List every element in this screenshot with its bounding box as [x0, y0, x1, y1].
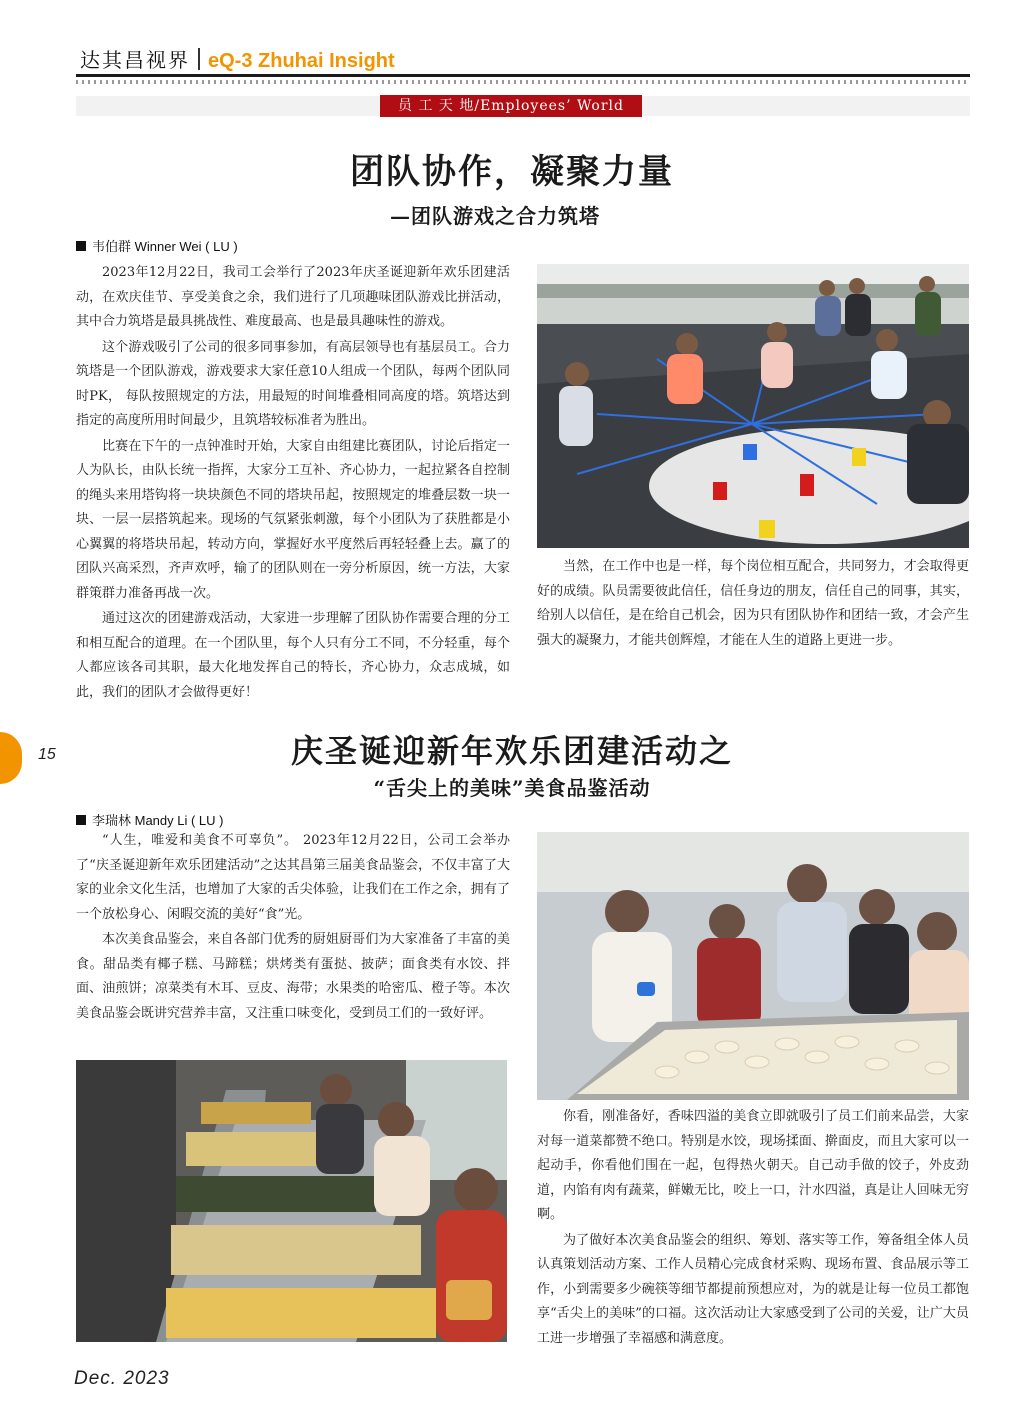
article2-title: 庆圣诞迎新年欢乐团建活动之: [290, 732, 733, 770]
paragraph: 为了做好本次美食品鉴会的组织、筹划、落实等工作，筹备组全体人员认真策划活动方案、工作人员精心完成食材采购、现场布置、食品展示等工作，小到需要多少碗筷等细节都提前预想应对，为的就是让每一位员工都饱享“舌尖上的美味”的口福。这次活动让大家感受到了公司的关爱，让广大员工进一步增强了幸福感和满意度。: [537, 1232, 969, 1346]
buffet-food-photo: [76, 1060, 507, 1342]
article2-left-column: [76, 829, 510, 1027]
paragraph: 比赛在下午的一点钟准时开始，大家自由组建比赛团队，讨论后指定一人为队长，由队长统一指挥，大家分工互补、齐心协力，一起拉紧各自控制的绳头来用塔钩将一块块颜色不同的塔块吊起，按照规定的堆叠层数一块一块、一层一层搭筑起来。现场的气氛紧张刺激，每个小团队为了获胜都是小心翼翼的将塔块吊起，转动方向，掌握好水平度然后再轻轻叠上去。赢了的团队兴高采烈，齐声欢呼，输了的团队则在一旁分析原因，统一方法，大家群策群力准备再战一次。: [76, 438, 510, 601]
paragraph: 本次美食品鉴会，来自各部门优秀的厨姐厨哥们为大家准备了丰富的美食。甜品类有椰子糕、马蹄糕；烘烤类有蛋挞、披萨；面食类有水饺、拌面、油煎饼；凉菜类有木耳、豆皮、海带；水果类的哈密瓜、橙子等。本次美食品鉴会既讲究营养丰富，又注重口味变化，受到员工们的一致好评。: [76, 932, 510, 1021]
article1-author: 韦伯群 Winner Wei ( LU ): [92, 239, 238, 254]
paragraph: 这个游戏吸引了公司的很多同事参加，有高层领导也有基层员工。合力筑塔是一个团队游戏，游戏要求大家任意10人组成一个团队，每两个团队同时PK， 每队按照规定的方法，用最短的时间堆叠相同高度的塔。筑塔达到指定的高度所用时间最少，且筑塔较标准者为胜出。: [76, 339, 510, 428]
paragraph: “人生，唯爱和美食不可辜负”。 2023年12月22日，公司工会举办了“庆圣诞迎新年欢乐团建活动”之达其昌第三届美食品鉴会，不仅丰富了大家的业余文化生活，也增加了大家的舌尖体验，让我们在工作之余，拥有了一个放松身心、闲暇交流的美好“食”光。: [76, 833, 510, 922]
header-divider: [198, 48, 200, 70]
dumpling-making-photo: [537, 832, 969, 1100]
article1-right-column: [537, 555, 969, 654]
page-number: 15: [38, 746, 56, 763]
tower-game-photo: [537, 264, 969, 548]
header-dotted-rule: [76, 80, 970, 84]
article1-byline: [76, 236, 238, 255]
tower-game-illustration: [537, 264, 969, 548]
paragraph: 当然，在工作中也是一样，每个岗位相互配合，共同努力，才会取得更好的成绩。队员需要彼此信任，信任身边的朋友，信任自己的同事，其实，给别人以信任，是在给自己机会，因为只有团队协作和团结一致，才会产生强大的凝聚力，才能共创辉煌，才能在人生的道路上更进一步。: [537, 559, 969, 648]
article2-subtitle: “舌尖上的美味”美食品鉴活动: [373, 776, 651, 800]
paragraph: 通过这次的团建游戏活动，大家进一步理解了团队协作需要合理的分工和相互配合的道理。在一个团队里，每个人只有分工不同，不分轻重，每个人都应该各司其职，最大化地发挥自己的特长，齐心协力，众志成城，如此，我们的团队才会做得更好！: [76, 611, 510, 700]
brand-chinese: 达其昌视界: [80, 48, 190, 72]
magazine-header: [80, 44, 395, 76]
article1-title: 团队协作，凝聚力量: [350, 152, 674, 192]
header-rule: [76, 74, 970, 77]
article1-subtitle: —团队游戏之合力筑塔: [390, 204, 600, 228]
issue-date: Dec. 2023: [74, 1368, 170, 1389]
article2-author: 李瑞林 Mandy Li ( LU ): [92, 813, 224, 828]
buffet-illustration: [76, 1060, 507, 1342]
byline-square-icon: [76, 815, 86, 825]
dumpling-illustration: [537, 832, 969, 1100]
article2-byline: [76, 810, 223, 829]
paragraph: 2023年12月22日，我司工会举行了2023年庆圣诞迎新年欢乐团建活动，在欢庆佳节、享受美食之余，我们进行了几项趣味团队游戏比拼活动，其中合力筑塔是最具挑战性、难度最高、也是最具趣味性的游戏。: [76, 265, 510, 329]
brand-english: eQ-3 Zhuhai Insight: [208, 50, 395, 72]
paragraph: 你看，刚准备好，香味四溢的美食立即就吸引了员工们前来品尝，大家对每一道菜都赞不绝口。特别是水饺，现场揉面、擀面皮，而且大家可以一起动手，你看他们围在一起，包得热火朝天。自己动手做的饺子，外皮劲道，内馅有肉有蔬菜，鲜嫩无比，咬上一口，汁水四溢，真是让人回味无穷啊。: [537, 1109, 969, 1222]
article1-left-column: [76, 261, 510, 706]
section-tag: 员 工 天 地/Employees’ World: [380, 95, 642, 117]
article2-right-column: [537, 1105, 969, 1352]
byline-square-icon: [76, 241, 86, 251]
